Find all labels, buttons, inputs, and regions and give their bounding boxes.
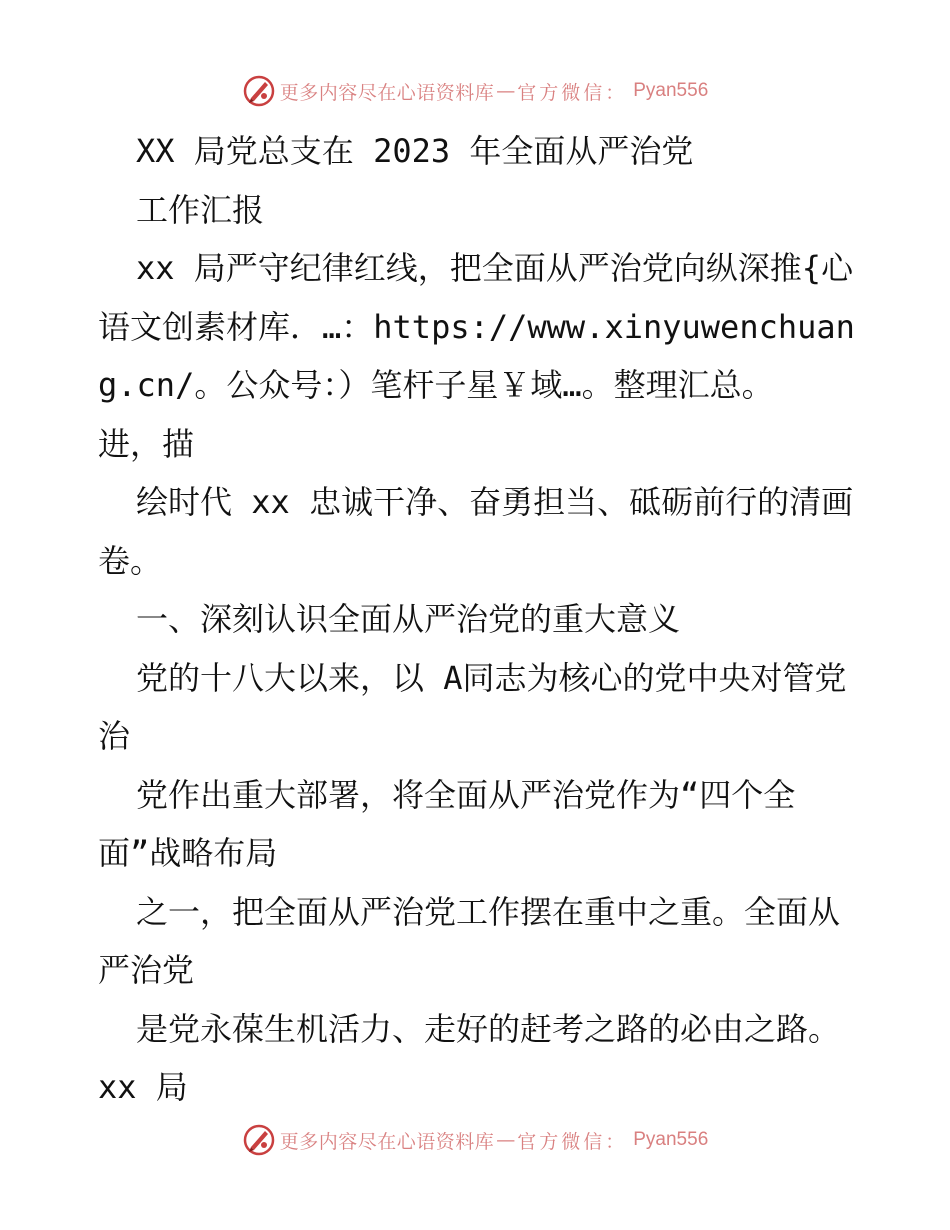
document-title-line-2: 工作汇报 bbox=[136, 190, 265, 229]
red-quill-logo-icon bbox=[242, 74, 276, 108]
red-quill-logo-icon bbox=[242, 1123, 276, 1157]
watermark-wechat-id: Pyan556 bbox=[633, 1129, 709, 1150]
paragraph-2: 进，描 bbox=[98, 424, 195, 463]
document-body bbox=[98, 122, 858, 1117]
watermark-text: 更多内容尽在心语资料库 bbox=[279, 1130, 495, 1153]
paragraph-5: 党作出重大部署，将全面从严治党作为“四个全面”战略布局 bbox=[98, 775, 796, 872]
watermark-wechat-id: Pyan556 bbox=[633, 80, 709, 101]
section-heading-1: 一、深刻认识全面从严治党的重大意义 bbox=[136, 600, 681, 638]
watermark-text: 更多内容尽在心语资料库 bbox=[279, 81, 495, 104]
watermark-label: 官方微信： bbox=[517, 81, 628, 104]
watermark-separator: — bbox=[496, 80, 516, 102]
paragraph-6: 之一，把全面从严治党工作摆在重中之重。全面从严治党 bbox=[98, 892, 841, 989]
paragraph-7: 是党永葆生机活力、走好的赶考之路的必由之路。xx 局 bbox=[98, 1009, 841, 1106]
watermark-separator: — bbox=[496, 1129, 516, 1151]
watermark-banner-bottom bbox=[0, 1120, 950, 1160]
watermark-banner-top bbox=[0, 71, 950, 111]
paragraph-1: xx 局严守纪律红线，把全面从严治党向纵深推{心语文创素材库．…：https://www.xinyuwenchuang.cn/。公众号：）笔杆子星￥域…。整理汇总。 bbox=[98, 249, 855, 404]
paragraph-4: 党的十八大以来，以 A同志为核心的党中央对管党治 bbox=[98, 658, 847, 755]
document-title-line-1: XX 局党总支在 2023 年全面从严治党 bbox=[136, 132, 694, 170]
watermark-label: 官方微信： bbox=[517, 1130, 628, 1153]
paragraph-3: 绘时代 xx 忠诚干净、奋勇担当、砥砺前行的清画卷。 bbox=[98, 483, 854, 580]
